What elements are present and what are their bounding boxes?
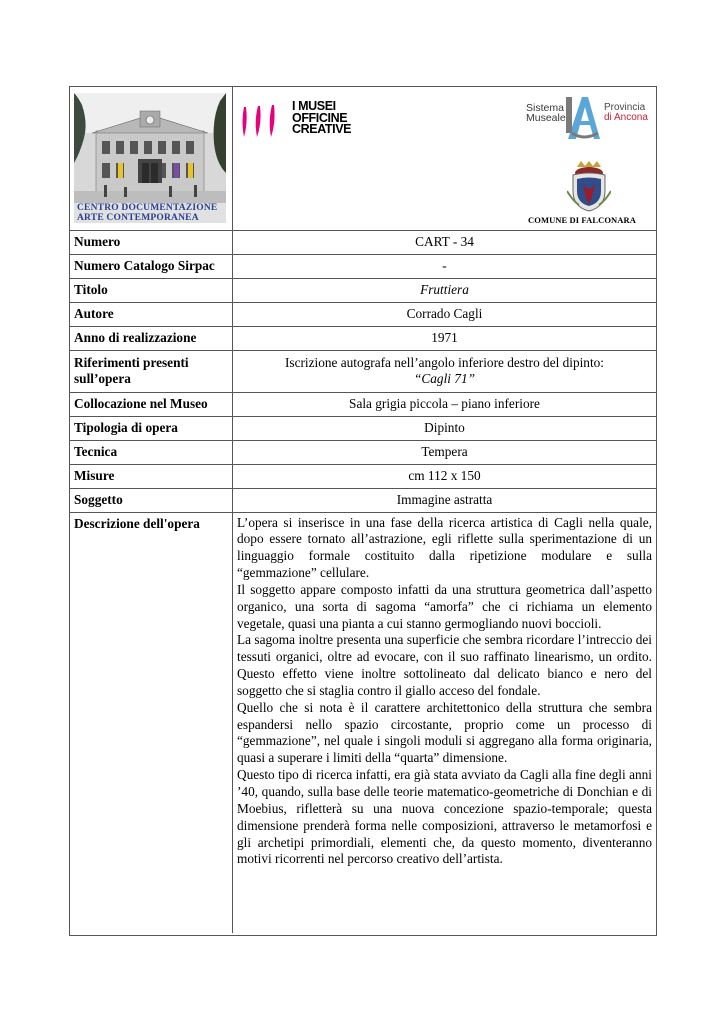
comune-falconara-label: COMUNE DI FALCONARA bbox=[528, 215, 636, 225]
row-label-line2: sull’opera bbox=[74, 371, 131, 386]
row-value: Dipinto bbox=[233, 416, 657, 440]
description-paragraph: Quello che si nota è il carattere architettonico della struttura che sembra espandersi nello spazio circostante, proprio come un processo di “gemmazione”, nel quale i singoli moduli si aggregano alla forma originaria, quasi a superare i limiti della “quarta” dimensione. bbox=[237, 699, 652, 766]
table-row bbox=[70, 230, 656, 254]
museum-building-photo bbox=[74, 93, 226, 223]
provincia-monogram-icon bbox=[564, 93, 604, 143]
table-row-description bbox=[70, 512, 656, 933]
row-value bbox=[233, 350, 657, 392]
row-value: - bbox=[233, 254, 657, 278]
table-row bbox=[70, 416, 656, 440]
row-value: cm 112 x 150 bbox=[233, 464, 657, 488]
table-row bbox=[70, 464, 656, 488]
table-row bbox=[70, 488, 656, 512]
row-value-line1: Iscrizione autografa nell’angolo inferiore destro del dipinto: bbox=[284, 355, 604, 370]
row-label: Misure bbox=[70, 464, 233, 488]
row-label bbox=[70, 350, 233, 392]
table-row bbox=[70, 440, 656, 464]
header bbox=[70, 87, 656, 231]
description-paragraph: Il soggetto appare composto infatti da una struttura geometrica dall’aspetto organico, una sorta di sagoma “amorfa” che ci richiama un elemento vegetale, quasi una pianta a cui stanno germogliando nuovi boccioli. bbox=[237, 581, 652, 631]
musei-logo-line3: CREATIVE bbox=[292, 122, 352, 136]
description-label: Descrizione dell'opera bbox=[70, 512, 233, 933]
row-value: CART - 34 bbox=[415, 233, 474, 249]
photo-caption-line1: CENTRO DOCUMENTAZIONE bbox=[77, 203, 218, 213]
row-label: Autore bbox=[70, 302, 233, 326]
row-value: Tempera bbox=[233, 440, 657, 464]
provincia-line1: Provincia bbox=[604, 102, 646, 113]
row-label: Titolo bbox=[70, 278, 233, 302]
row-value: Corrado Cagli bbox=[233, 302, 657, 326]
artwork-data-table bbox=[70, 230, 656, 933]
musei-brush-marks-icon bbox=[240, 103, 288, 139]
row-label: Numero Catalogo Sirpac bbox=[70, 254, 233, 278]
comune-falconara-crest-icon bbox=[567, 161, 611, 213]
row-label: Numero bbox=[70, 230, 233, 254]
description-paragraph: La sagoma inoltre presenta una superficie che sembra ricordare l’intreccio dei tessuti organici, oltre ad evocare, con il suo raffinato linearismo, un ordito. Questo effetto viene inoltre sottolineato dal delicato bianco e nero del soggetto che si staglia contro il giallo acceso del fondale. bbox=[237, 632, 652, 698]
row-label: Tecnica bbox=[70, 440, 233, 464]
provincia-line2: di Ancona bbox=[604, 112, 648, 123]
sistema-line1: Sistema bbox=[526, 102, 564, 114]
table-row bbox=[70, 278, 656, 302]
description-paragraph: Questo tipo di ricerca infatti, era già stata avviato da Cagli alla fine degli anni ’40, quando, sulla base delle teorie matematico-geometriche di Donchian e di Moebius, rifletterà su una nuova concezione spazio-temporale; questa dimensione prenderà forma nelle composizioni, attraverso le metamorfosi e gli archetipi primordiali, elementi che, da questo momento, diventeranno motivi ricorrenti nel percorso creativo dell’artista. bbox=[237, 767, 652, 867]
row-value: 1971 bbox=[233, 326, 657, 350]
table-row bbox=[70, 326, 656, 350]
header-divider bbox=[232, 87, 233, 230]
musei-officine-creative-logo bbox=[240, 97, 370, 141]
provincia-ancona-text bbox=[604, 103, 648, 123]
row-value: Fruttiera bbox=[233, 278, 657, 302]
sistema-museale-logo bbox=[520, 93, 650, 145]
row-label-line1: Riferimenti presenti bbox=[74, 355, 189, 370]
musei-logo-line1: I MUSEI bbox=[292, 99, 336, 113]
row-value: Immagine astratta bbox=[233, 488, 657, 512]
sistema-line2: Museale bbox=[526, 112, 566, 124]
table-row bbox=[70, 350, 656, 392]
photo-caption-line2: ARTE CONTEMPORANEA bbox=[77, 212, 199, 223]
row-label: Soggetto bbox=[70, 488, 233, 512]
row-label: Anno di realizzazione bbox=[70, 326, 233, 350]
row-label: Collocazione nel Museo bbox=[70, 392, 233, 416]
table-row bbox=[70, 254, 656, 278]
musei-logo-line2: OFFICINE bbox=[292, 110, 348, 125]
table-row bbox=[70, 302, 656, 326]
photo-caption bbox=[74, 203, 226, 223]
table-row bbox=[70, 392, 656, 416]
description-paragraph: L’opera si inserisce in una fase della ricerca artistica di Cagli nella quale, dopo essere tornato all’astrazione, egli riflette sulla sperimentazione di un linguaggio formale costituito dalla ripetizione modulare e sulla “gemmazione” cellulare. bbox=[237, 514, 652, 581]
sistema-museale-text bbox=[526, 102, 566, 124]
row-value: Sala grigia piccola – piano inferiore bbox=[233, 392, 657, 416]
description-text bbox=[233, 512, 657, 933]
catalog-sheet bbox=[69, 86, 657, 936]
row-label: Tipologia di opera bbox=[70, 416, 233, 440]
musei-logo-text bbox=[292, 101, 351, 136]
row-value-line2: “Cagli 71” bbox=[414, 371, 475, 386]
